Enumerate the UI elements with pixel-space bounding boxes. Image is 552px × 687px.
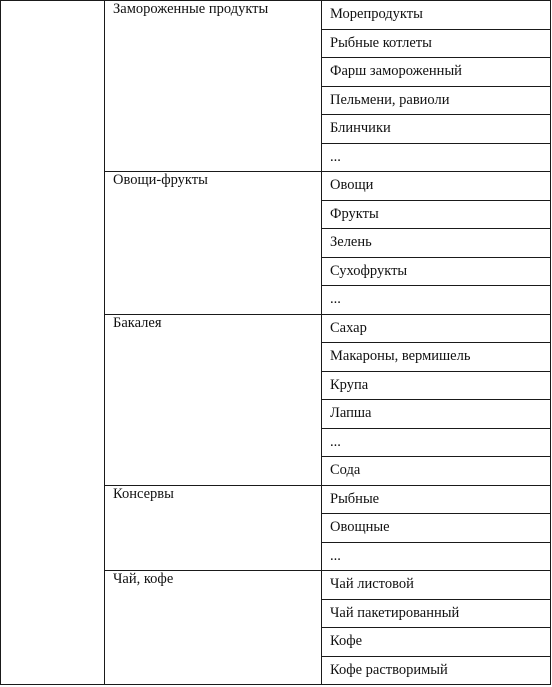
subcategory-cell: Сахар	[322, 314, 551, 343]
catalog-body	[1, 1, 551, 685]
subcategory-cell: Чай листовой	[322, 571, 551, 600]
subcategory-cell: Кофе	[322, 628, 551, 657]
subcategory-cell: Зелень	[322, 229, 551, 258]
subcategory-cell: ...	[322, 428, 551, 457]
category-cell: Бакалея	[105, 314, 322, 485]
subcategory-cell: Фарш замороженный	[322, 58, 551, 87]
category-cell: Чай, кофе	[105, 571, 322, 685]
subcategory-cell: Рыбные котлеты	[322, 29, 551, 58]
empty-left-column	[1, 1, 105, 685]
subcategory-cell: Лапша	[322, 400, 551, 429]
category-cell: Овощи-фрукты	[105, 172, 322, 315]
subcategory-cell: ...	[322, 143, 551, 172]
subcategory-cell: Блинчики	[322, 115, 551, 144]
subcategory-cell: ...	[322, 542, 551, 571]
subcategory-cell: ...	[322, 286, 551, 315]
subcategory-cell: Фрукты	[322, 200, 551, 229]
subcategory-cell: Сухофрукты	[322, 257, 551, 286]
subcategory-cell: Чай пакетированный	[322, 599, 551, 628]
table-row	[1, 1, 551, 30]
category-cell: Замороженные продукты	[105, 1, 322, 172]
subcategory-cell: Овощи	[322, 172, 551, 201]
category-cell: Консервы	[105, 485, 322, 571]
subcategory-cell: Морепродукты	[322, 1, 551, 30]
subcategory-cell: Рыбные	[322, 485, 551, 514]
subcategory-cell: Крупа	[322, 371, 551, 400]
subcategory-cell: Овощные	[322, 514, 551, 543]
subcategory-cell: Макароны, вермишель	[322, 343, 551, 372]
subcategory-cell: Пельмени, равиоли	[322, 86, 551, 115]
subcategory-cell: Кофе растворимый	[322, 656, 551, 685]
subcategory-cell: Сода	[322, 457, 551, 486]
